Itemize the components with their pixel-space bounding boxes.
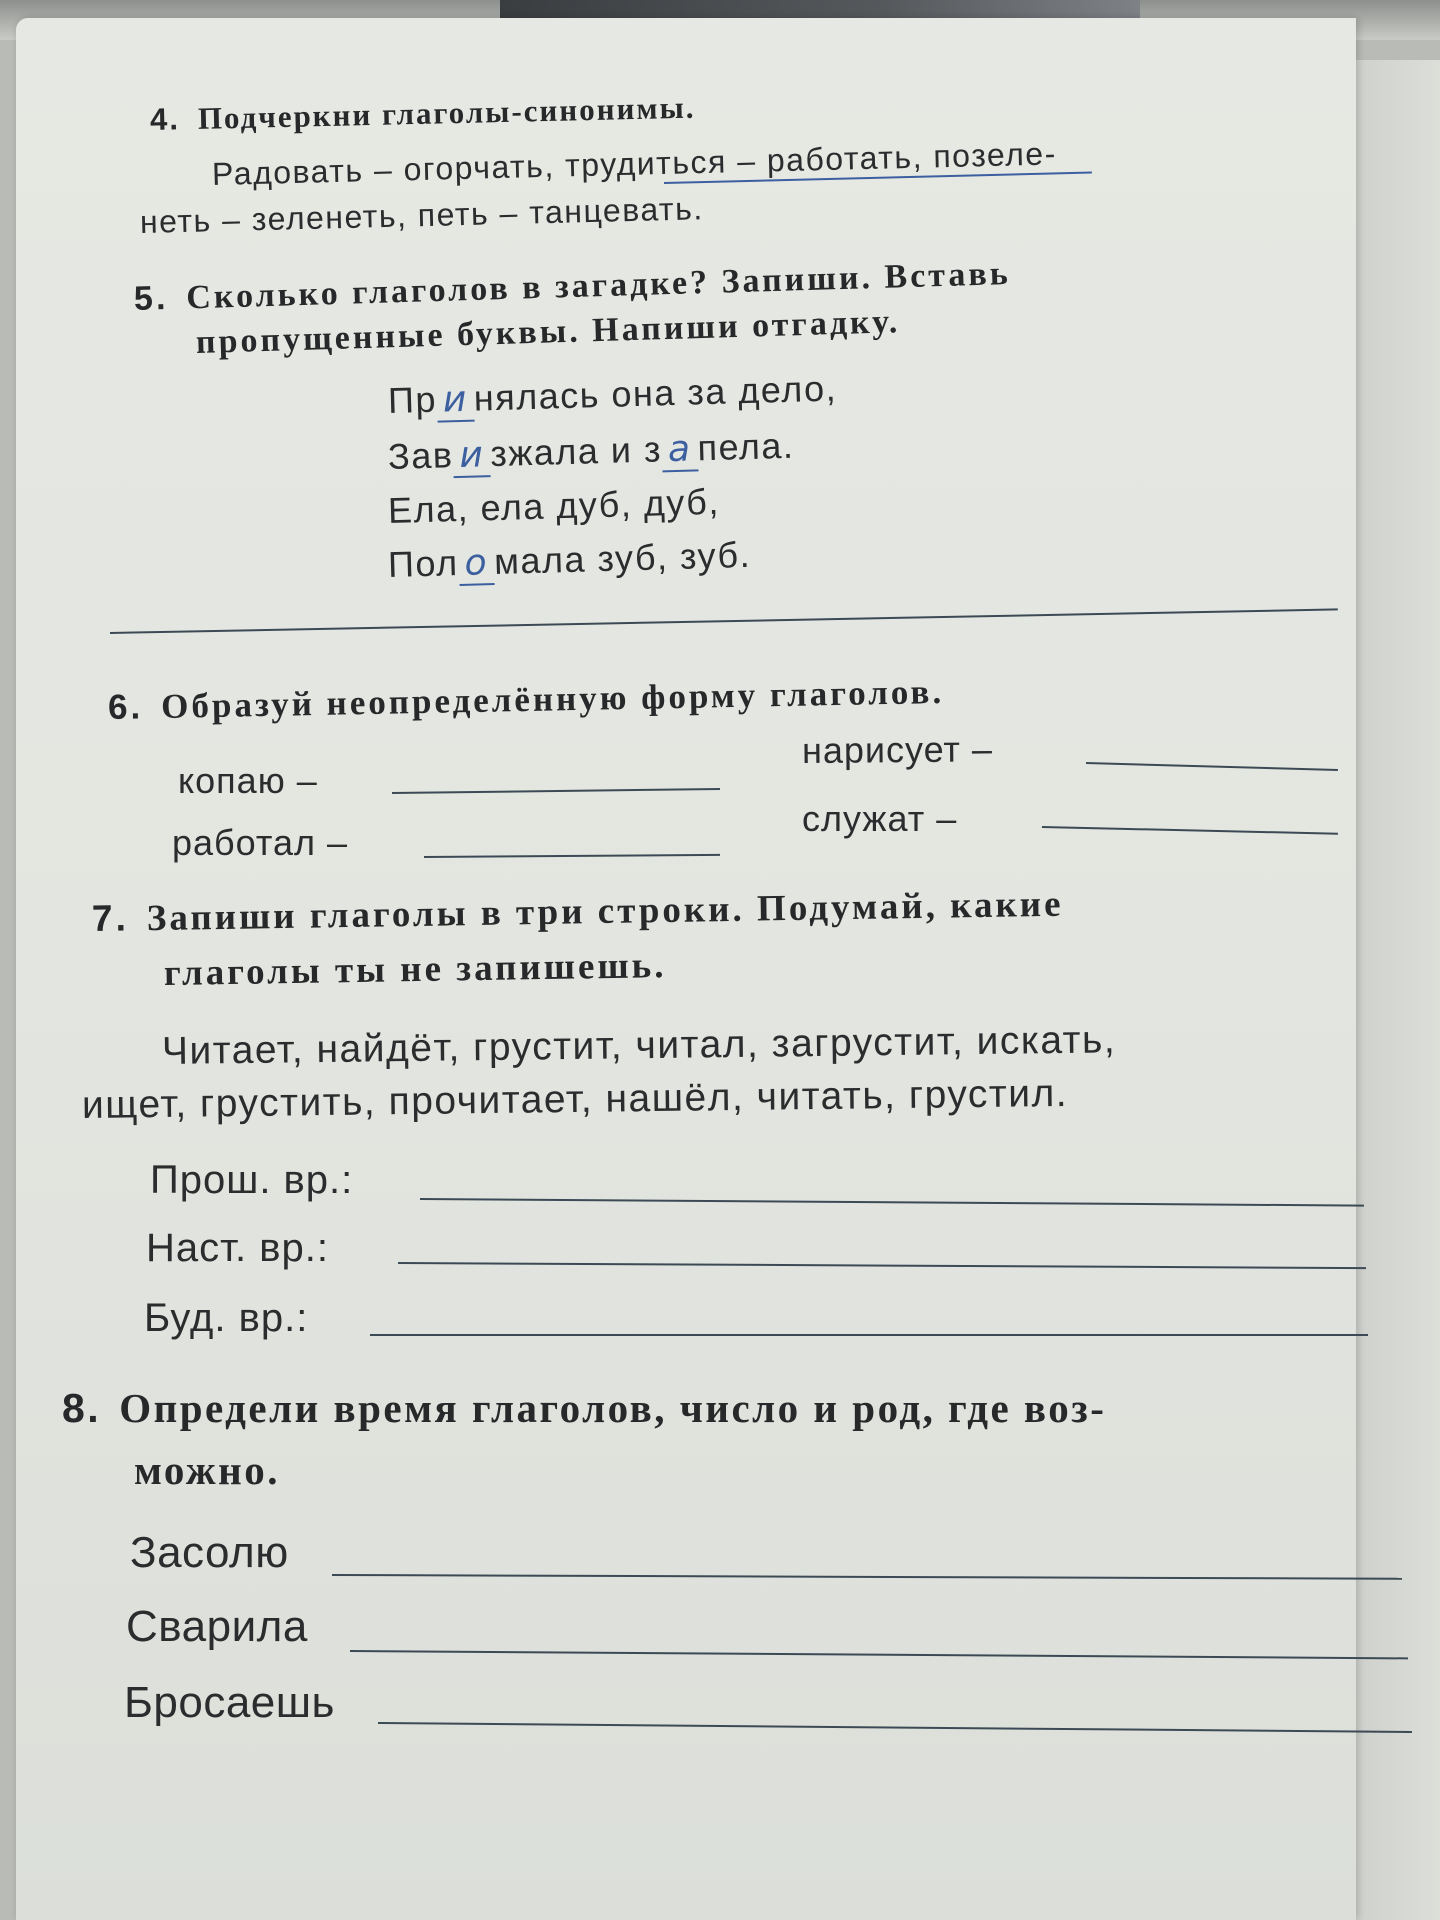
task4-text-line1: Радовать – огорчать, трудиться – работать, позеле- (211, 135, 1058, 192)
task7-row-present: Наст. вр.: (146, 1226, 329, 1270)
task8-title-line1: Определи время глаголов, число и род, где воз- (119, 1385, 1107, 1431)
task6-answer-line[interactable] (392, 788, 720, 794)
task7-heading-line1 (92, 883, 1064, 941)
task5-heading-line2: пропущенные буквы. Напиши отгадку. (195, 303, 901, 361)
task7-heading-line2: глаголы ты не запишешь. (163, 945, 667, 994)
task7-answer-line-past[interactable] (420, 1198, 1364, 1207)
workbook-page (16, 18, 1356, 1920)
task7-answer-line-present[interactable] (398, 1262, 1366, 1269)
page-content (16, 18, 1356, 1920)
task8-heading-line2: можно. (134, 1447, 280, 1493)
task4-number: 4. (149, 101, 181, 137)
task6-title: Образуй неопределённую форму глаголов. (160, 671, 945, 726)
riddle-line2: Зав и зжала и з а пела. (387, 424, 795, 477)
riddle-line4: Пол о мала зуб, зуб. (387, 533, 752, 585)
task6-heading (108, 672, 945, 728)
riddle-line3: Ела, ела дуб, дуб, (387, 480, 721, 531)
task7-row-future: Буд. вр.: (144, 1296, 309, 1340)
task7-number: 7. (91, 897, 130, 939)
task8-word-svarila: Сварила (126, 1602, 308, 1651)
task6-answer-line[interactable] (1086, 762, 1338, 771)
task8-answer-line[interactable] (350, 1650, 1408, 1659)
task7-title-line1: Запиши глаголы в три строки. Подумай, какие (146, 883, 1064, 940)
task6-number: 6. (107, 687, 144, 727)
riddle-filled-letter: о (458, 542, 495, 586)
task4-heading (150, 90, 696, 138)
task7-text-line1: Читает, найдёт, грустит, читал, загрустит, искать, (161, 1018, 1117, 1073)
task4-text-line2: неть – зеленеть, петь – танцевать. (139, 190, 705, 240)
task8-word-brosaesh: Бросаешь (124, 1678, 335, 1727)
task7-answer-line-future[interactable] (370, 1334, 1368, 1336)
riddle-filled-letter: а (661, 428, 698, 472)
task5-answer-line[interactable] (110, 608, 1338, 634)
task7-row-past: Прош. вр.: (150, 1158, 354, 1202)
task8-word-zasolyu: Засолю (130, 1528, 289, 1577)
task6-answer-line[interactable] (1042, 826, 1338, 835)
task6-answer-line[interactable] (424, 854, 720, 858)
task6-item-rabotal: работал – (172, 822, 349, 863)
task8-heading-line1 (62, 1384, 1106, 1432)
task5-number: 5. (133, 278, 169, 318)
task7-text-line2: ищет, грустить, прочитает, нашёл, читать, грустил. (81, 1071, 1069, 1127)
task8-answer-line[interactable] (378, 1722, 1412, 1733)
riddle-filled-letter: и (453, 434, 491, 478)
task5-title-line1: Сколько глаголов в загадке? Запиши. Вставь (185, 254, 1012, 317)
riddle-filled-letter: и (436, 379, 474, 423)
task6-item-kopayu: копаю – (178, 760, 318, 801)
task4-title: Подчеркни глаголы-синонимы. (197, 89, 696, 136)
riddle-line1: Пр и нялась она за дело, (387, 367, 838, 421)
task6-item-narisuet: нарисует – (801, 728, 994, 771)
task6-item-sluzhat: служат – (802, 798, 958, 839)
task8-answer-line[interactable] (332, 1574, 1402, 1580)
adjacent-page (1356, 60, 1440, 1920)
task8-number: 8. (62, 1385, 102, 1431)
